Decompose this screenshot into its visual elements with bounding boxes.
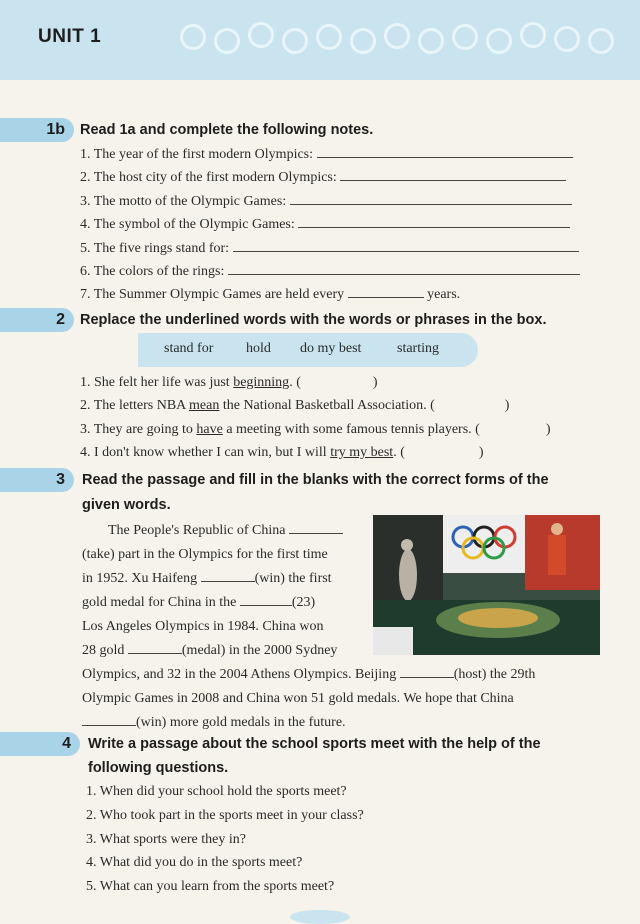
box-word: do my best: [300, 341, 362, 356]
section-2-title: Replace the underlined words with the words or phrases in the box.: [80, 312, 547, 328]
section-1b-badge: 1b: [0, 118, 74, 142]
note-line-6: 6. The colors of the rings:: [80, 260, 580, 282]
note-line-5: 5. The five rings stand for:: [80, 237, 579, 259]
replace-line-3: 3. They are going to have a meeting with some famous tennis players. ( ): [80, 422, 551, 437]
ring-icon: [486, 28, 512, 54]
answer-blank[interactable]: [240, 591, 292, 606]
olympic-photo-collage: [373, 515, 600, 655]
unit-title: UNIT 1: [38, 26, 102, 47]
ring-icon: [180, 24, 206, 50]
passage-line-4: gold medal for China in the (23): [82, 591, 315, 615]
answer-blank[interactable]: [233, 237, 579, 252]
unit-header: [0, 0, 640, 80]
ring-icon: [248, 22, 274, 48]
rings-decoration: [180, 20, 630, 54]
question-item: 2. Who took part in the sports meet in your class?: [86, 808, 364, 823]
section-4-badge: 4: [0, 732, 80, 756]
passage-line-1: The People's Republic of China: [108, 519, 343, 543]
note-line-7: 7. The Summer Olympic Games are held every years.: [80, 283, 460, 305]
box-word: hold: [246, 341, 271, 356]
section-4-title-line1: Write a passage about the school sports meet with the help of the: [88, 736, 541, 752]
ring-icon: [588, 28, 614, 54]
ring-icon: [418, 28, 444, 54]
note-line-1: 1. The year of the first modern Olympics:: [80, 143, 573, 165]
box-word: starting: [397, 341, 439, 356]
answer-blank[interactable]: [201, 567, 255, 582]
note-line-3: 3. The motto of the Olympic Games:: [80, 190, 572, 212]
ring-icon: [214, 28, 240, 54]
answer-blank[interactable]: [289, 519, 343, 534]
replace-line-2: 2. The letters NBA mean the National Basketball Association. ( ): [80, 398, 510, 413]
section-3-title-line1: Read the passage and fill in the blanks with the correct forms of the: [82, 472, 549, 488]
ring-icon: [316, 24, 342, 50]
note-line-2: 2. The host city of the first modern Olympics:: [80, 166, 566, 188]
replace-line-4: 4. I don't know whether I can win, but I will try my best. ( ): [80, 445, 484, 460]
section-1b-title: Read 1a and complete the following notes.: [80, 122, 374, 138]
answer-blank[interactable]: [128, 639, 182, 654]
answer-blank[interactable]: [400, 663, 454, 678]
note-line-4: 4. The symbol of the Olympic Games:: [80, 213, 570, 235]
passage-line-9: (win) more gold medals in the future.: [82, 711, 346, 735]
answer-blank[interactable]: [348, 283, 424, 298]
section-4-title-line2: following questions.: [88, 760, 229, 776]
question-item: 3. What sports were they in?: [86, 832, 246, 847]
passage-line-7: Olympics, and 32 in the 2004 Athens Olympics. Beijing (host) the 29th: [82, 663, 535, 687]
answer-blank[interactable]: [340, 166, 566, 181]
passage-line-5: Los Angeles Olympics in 1984. China won: [82, 619, 324, 634]
ring-icon: [350, 28, 376, 54]
section-3-badge: 3: [0, 468, 74, 492]
page-number-mark: [290, 910, 350, 924]
section-3-title-line2: given words.: [82, 497, 171, 513]
passage-line-2: (take) part in the Olympics for the first time: [82, 547, 328, 562]
question-item: 5. What can you learn from the sports meet?: [86, 879, 335, 894]
answer-blank[interactable]: [317, 143, 573, 158]
passage-line-3: in 1952. Xu Haifeng (win) the first: [82, 567, 332, 591]
question-item: 4. What did you do in the sports meet?: [86, 855, 303, 870]
answer-blank[interactable]: [290, 190, 572, 205]
section-2-badge: 2: [0, 308, 74, 332]
ring-icon: [452, 24, 478, 50]
question-item: 1. When did your school hold the sports meet?: [86, 784, 347, 799]
answer-blank[interactable]: [82, 711, 136, 726]
ring-icon: [554, 26, 580, 52]
passage-line-8: Olympic Games in 2008 and China won 51 gold medals. We hope that China: [82, 691, 514, 706]
box-word: stand for: [164, 341, 214, 356]
ring-icon: [520, 22, 546, 48]
answer-blank[interactable]: [228, 260, 580, 275]
replace-line-1: 1. She felt her life was just beginning. ( ): [80, 375, 378, 390]
word-box: [138, 333, 478, 367]
answer-blank[interactable]: [298, 213, 570, 228]
ring-icon: [384, 23, 410, 49]
passage-line-6: 28 gold (medal) in the 2000 Sydney: [82, 639, 337, 663]
ring-icon: [282, 28, 308, 54]
